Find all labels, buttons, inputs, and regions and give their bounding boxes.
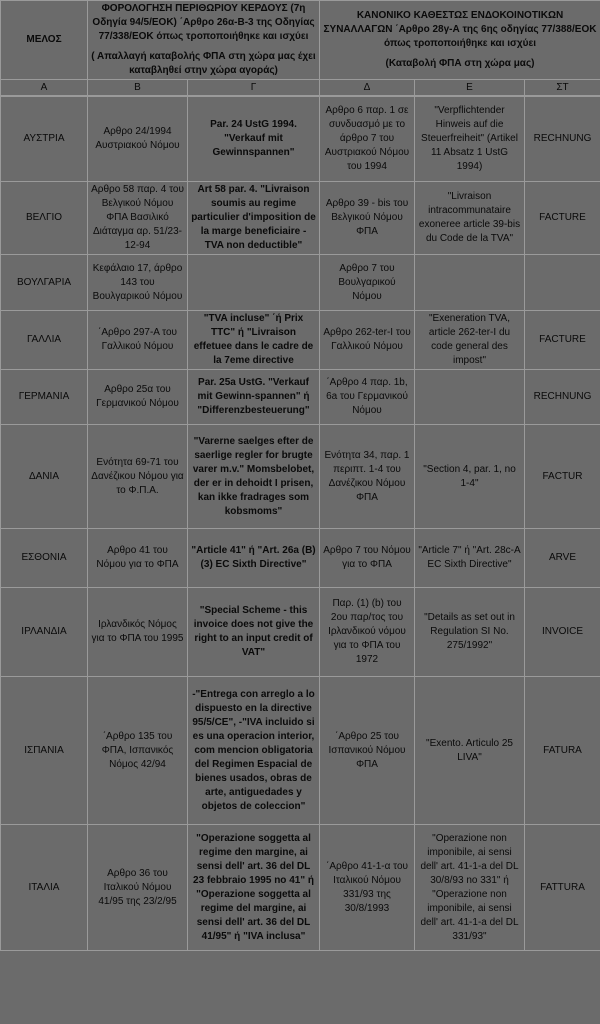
invoice-wording-cell: "Varerne saelges efter de saerlige regler for brugte varer m.v." Momsbelobet, der er in dehoidt I prisen, kan ikke fradrages som kobsmoms" (188, 425, 320, 529)
margin-scheme-title: ΦΟΡΟΛΟΓΗΣΗ ΠΕΡΙΘΩΡΙΟΥ ΚΕΡΔΟΥΣ (7η Οδηγία 94/5/ΕΟΚ) ΄Αρθρο 26α-Β-3 της Οδηγίας 77/338/ΕΟΚ όπως τροποποιήθηκε και ισχύει (92, 3, 315, 42)
column-letter: Α (1, 80, 88, 97)
member-cell: ΕΣΘΟΝΙΑ (1, 529, 88, 588)
invoice-term-cell: FACTURE (525, 182, 600, 255)
table-row (1, 370, 600, 425)
law-article-cell: Αρθρο 58 παρ. 4 του Βελγικού Νόμου ΦΠΑ Βασιλικό Διάταγμα αρ. 51/23-12-94 (88, 182, 188, 255)
member-cell: ΓΑΛΛΙΑ (1, 311, 88, 370)
law-article-cell: Κεφάλαιο 17, άρθρο 143 του Βουλγαρικού Νόμου (88, 255, 188, 311)
law-article-cell: Ενότητα 69-71 του Δανέζικου Νόμου για το Φ.Π.Α. (88, 425, 188, 529)
member-cell: ΔΑΝΙΑ (1, 425, 88, 529)
intra-law-cell: ΄Αρθρο 4 παρ. 1b, 6a του Γερμανικού Νόμου (320, 370, 415, 425)
table-row (1, 182, 600, 255)
margin-scheme-note: ( Απαλλαγή καταβολής ΦΠΑ στη χώρα μας έχει καταβληθεί στην χώρα αγοράς) (91, 51, 316, 76)
law-article-cell: Ιρλανδικός Νόμος για το ΦΠΑ του 1995 (88, 588, 188, 677)
intra-community-header (320, 1, 600, 80)
intra-wording-cell: "Livraison intracommunataire exoneree article 39-bis du Code de la TVA" (415, 182, 525, 255)
law-article-cell: ΄Αρθρο 297-Α του Γαλλικού Νόμου (88, 311, 188, 370)
invoice-wording-cell: Par. 25a UstG. "Verkauf mit Gewinn-spannen" ή "Differenzbesteuerung" (188, 370, 320, 425)
table-row (1, 311, 600, 370)
intra-wording-cell: "Exento. Articulo 25 LIVA" (415, 677, 525, 825)
header-table (0, 0, 600, 97)
column-letter: Β (88, 80, 188, 97)
intra-wording-cell (415, 370, 525, 425)
table-row (1, 588, 600, 677)
invoice-wording-cell (188, 255, 320, 311)
column-letter: Δ (320, 80, 415, 97)
law-article-cell: Αρθρο 25α του Γερμανικού Νόμου (88, 370, 188, 425)
invoice-wording-cell: Par. 24 UstG 1994. "Verkauf mit Gewinnspannen" (188, 96, 320, 182)
intra-law-cell: Αρθρο 262-ter-I του Γαλλικού Νόμου (320, 311, 415, 370)
table-row (1, 255, 600, 311)
intra-wording-cell: "Article 7" ή "Art. 28c-A EC Sixth Directive" (415, 529, 525, 588)
table-row (1, 825, 600, 951)
member-header: ΜΕΛΟΣ (1, 1, 88, 80)
column-letter: Ε (415, 80, 525, 97)
invoice-wording-cell: "Special Scheme - this invoice does not give the right to an input credit of VAT" (188, 588, 320, 677)
invoice-term-cell: RECHNUNG (525, 370, 600, 425)
intra-community-note: (Καταβολή ΦΠΑ στη χώρα μας) (385, 58, 535, 69)
intra-law-cell: Ενότητα 34, παρ. 1 περιπτ. 1-4 του Δανέζικου Νόμου ΦΠΑ (320, 425, 415, 529)
law-article-cell: Αρθρο 24/1994 Αυστριακού Νόμου (88, 96, 188, 182)
member-cell: ΒΕΛΓΙΟ (1, 182, 88, 255)
member-cell: ΓΕΡΜΑΝΙΑ (1, 370, 88, 425)
intra-law-cell: Αρθρο 6 παρ. 1 σε συνδυασμό με το άρθρο 7 του Αυστριακού Νόμου του 1994 (320, 96, 415, 182)
table-row (1, 529, 600, 588)
member-cell: ΙΣΠΑΝΙΑ (1, 677, 88, 825)
table-row (1, 425, 600, 529)
intra-law-cell: Παρ. (1) (b) του 2ου παρ/τος του Ιρλανδικού νόμου για το ΦΠΑ του 1972 (320, 588, 415, 677)
intra-wording-cell: "Operazione non imponibile, ai sensi dell' art. 41-1-a del DL 30/8/93 no 331" ή "Operazione non imponibile, ai sensi dell' art. 41-1-a del DL 331/93" (415, 825, 525, 951)
invoice-term-cell: FACTUR (525, 425, 600, 529)
table-body (1, 96, 600, 951)
intra-wording-cell (415, 255, 525, 311)
invoice-term-cell: FACTURE (525, 311, 600, 370)
margin-scheme-header (88, 1, 320, 80)
intra-law-cell: ΄Αρθρο 41-1-α του Ιταλικού Νόμου 331/93 της 30/8/1993 (320, 825, 415, 951)
intra-law-cell: Αρθρο 39 - bis του Βελγικού Νόμου ΦΠΑ (320, 182, 415, 255)
intra-law-cell: Αρθρο 7 του Νόμου για το ΦΠΑ (320, 529, 415, 588)
invoice-term-cell: FATTURA (525, 825, 600, 951)
vat-table (0, 95, 600, 951)
table-row (1, 96, 600, 182)
intra-law-cell: ΄Αρθρο 25 του Ισπανικού Νόμου ΦΠΑ (320, 677, 415, 825)
invoice-term-cell: INVOICE (525, 588, 600, 677)
member-cell: ΙΡΛΑΝΔΙΑ (1, 588, 88, 677)
intra-wording-cell: "Exeneration TVA, article 262-ter-I du code general des impost" (415, 311, 525, 370)
invoice-wording-cell: -"Entrega con arreglo a lo dispuesto en la directive 95/5/CE", -"IVA incluido si es una operacion interior, com mencion obligatoria del Regimen Espacial de bienes usados, obras de arte, antiguedades y objetos de coleccion" (188, 677, 320, 825)
intra-law-cell: Αρθρο 7 του Βουλγαρικού Νόμου (320, 255, 415, 311)
law-article-cell: Αρθρο 36 του Ιταλικού Νόμου 41/95 της 23/2/95 (88, 825, 188, 951)
column-letter: ΣΤ (525, 80, 600, 97)
invoice-term-cell: RECHNUNG (525, 96, 600, 182)
invoice-term-cell: FATURA (525, 677, 600, 825)
intra-wording-cell: "Section 4, par. 1, no 1-4" (415, 425, 525, 529)
intra-wording-cell: "Details as set out in Regulation SI No. 275/1992" (415, 588, 525, 677)
invoice-wording-cell: "Operazione soggetta al regime den margine, ai sensi dell' art. 36 del DL 23 febbraio 1995 no 41" ή "Operazione soggetta al regime del margine, ai sensi dell' art. 36 del DL 41/95" ή "IVA inclusa" (188, 825, 320, 951)
intra-wording-cell: "Verpflichtender Hinweis auf die Steuerfreiheit" (Artikel 11 Absatz 1 UstG 1994) (415, 96, 525, 182)
table-row (1, 677, 600, 825)
law-article-cell: Αρθρο 41 του Νόμου για το ΦΠΑ (88, 529, 188, 588)
invoice-term-cell: ARVE (525, 529, 600, 588)
invoice-term-cell (525, 255, 600, 311)
column-letter: Γ (188, 80, 320, 97)
invoice-wording-cell: "TVA incluse" ΄ή Prix TTC" ή "Livraison effetuee dans le cadre de la 7eme directive (188, 311, 320, 370)
intra-community-title: ΚΑΝΟΝΙΚΟ ΚΑΘΕΣΤΩΣ ΕΝΔΟΚΟΙΝΟΤΙΚΩΝ ΣΥΝΑΛΛΑΓΩΝ ΄Αρθρο 28γ-Α της 6ης οδηγίας 77/388/ΕΟΚ όπως τροποποιήθηκε και ισχύει (323, 10, 597, 49)
invoice-wording-cell: Art 58 par. 4. "Livraison soumis au regime particulier d'imposition de la marge beneficiaire - TVA non deductible" (188, 182, 320, 255)
invoice-wording-cell: "Article 41" ή "Art. 26a (B) (3) EC Sixth Directive" (188, 529, 320, 588)
member-cell: ΒΟΥΛΓΑΡΙΑ (1, 255, 88, 311)
member-cell: ΑΥΣΤΡΙΑ (1, 96, 88, 182)
law-article-cell: ΄Αρθρο 135 του ΦΠΑ, Ισπανικός Νόμος 42/94 (88, 677, 188, 825)
member-cell: ΙΤΑΛΙΑ (1, 825, 88, 951)
